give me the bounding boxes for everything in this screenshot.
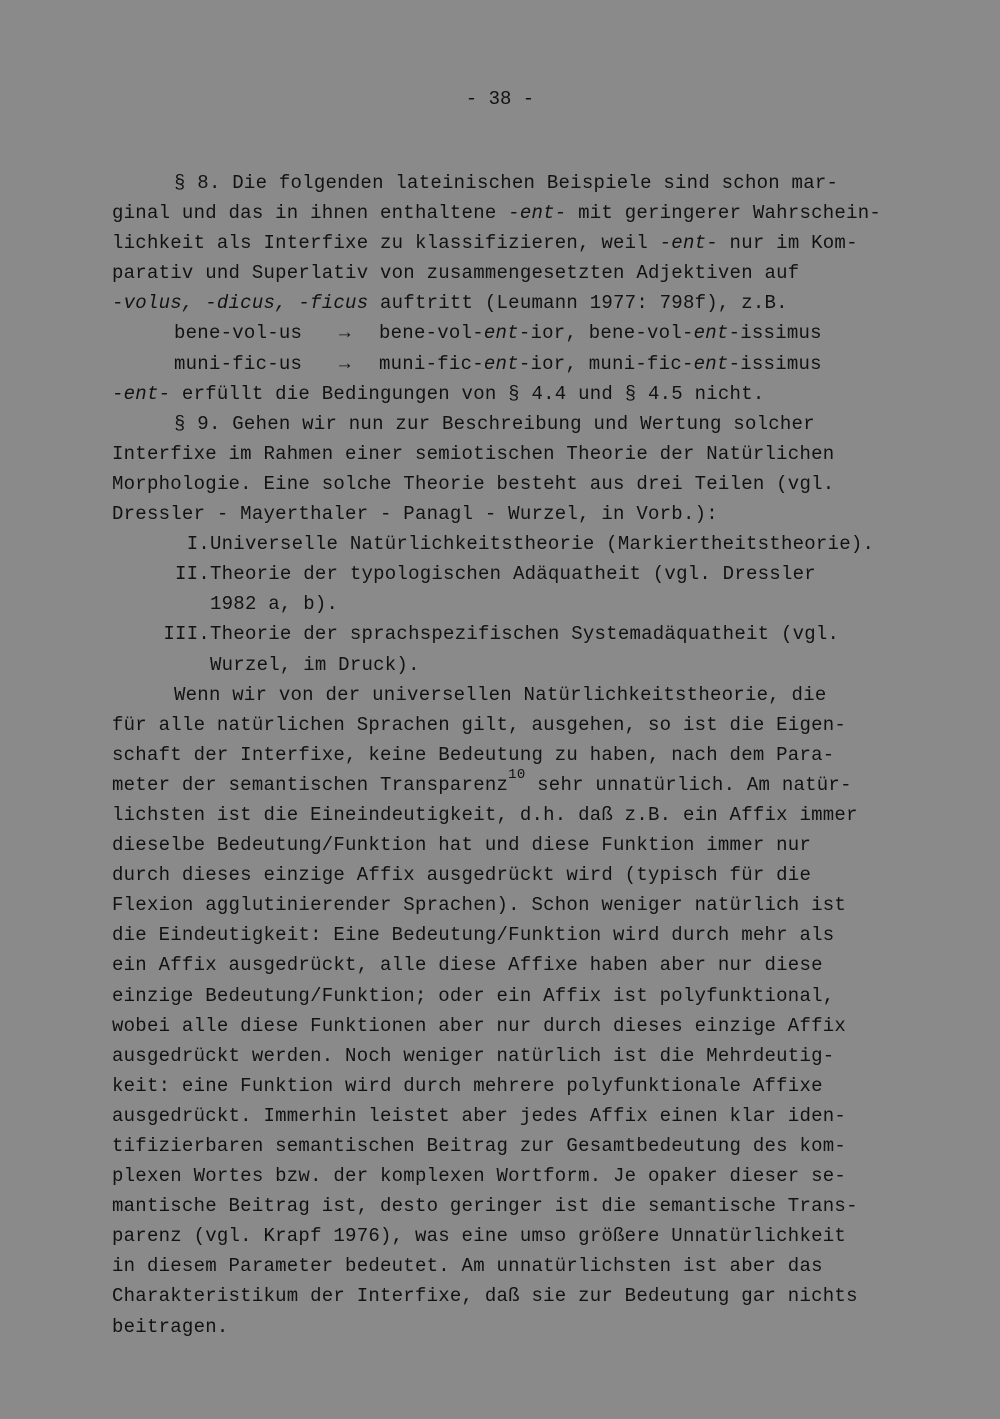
paragraph-line: ausgedrückt. Immerhin leistet aber jedes Affix einen klar iden-	[112, 1104, 847, 1127]
theory-item-continuation: Wurzel, im Druck).	[210, 653, 420, 676]
section-8-line: ginal und das in ihnen enthaltene -ent- mit geringerer Wahrschein-	[112, 202, 882, 225]
paragraph-line: Flexion agglutinierender Sprachen). Schon weniger natürlich ist	[112, 894, 847, 917]
example-line: muni-fic-us → muni-fic-ent-ior, muni-fic-ent-issimus	[112, 349, 912, 379]
section-9-line: Morphologie. Eine solche Theorie besteht aus drei Teilen (vgl.	[112, 472, 835, 495]
paragraph-line: lichsten ist die Eineindeutigkeit, d.h. daß z.B. ein Affix immer	[112, 803, 858, 826]
paragraph-line: dieselbe Bedeutung/Funktion hat und diese Funktion immer nur	[112, 834, 812, 857]
section-9-line: Dressler - Mayerthaler - Panagl - Wurzel, in Vorb.):	[112, 503, 718, 526]
theory-item: I. Universelle Natürlichkeitstheorie (Markiertheitstheorie).	[186, 533, 875, 556]
paragraph-line: einzige Bedeutung/Funktion; oder ein Affix ist polyfunktional,	[112, 984, 835, 1007]
section-8-line: § 8. Die folgenden lateinischen Beispiele sind schon mar-	[174, 172, 839, 194]
arrow-icon: →	[339, 322, 351, 345]
paragraph-line: ein Affix ausgedrückt, alle diese Affixe haben aber nur diese	[112, 954, 823, 977]
theory-item: II. Theorie der typologischen Adäquatheit (vgl. Dressler	[175, 563, 816, 586]
footnote-marker: 10	[508, 766, 526, 783]
paragraph-line: mantische Beitrag ist, desto geringer ist die semantische Trans-	[112, 1195, 858, 1218]
example-line: bene-vol-us → bene-vol-ent-ior, bene-vol-ent-issimus	[112, 318, 912, 348]
paragraph-line: in diesem Parameter bedeutet. Am unnatürlichsten ist aber das	[112, 1255, 823, 1278]
ent-condition-line: -ent- erfüllt die Bedingungen von § 4.4 und § 4.5 nicht.	[112, 382, 765, 405]
paragraph-line: beitragen.	[112, 1315, 229, 1338]
theory-item: III. Theorie der sprachspezifischen Systemadäquatheit (vgl.	[163, 623, 840, 646]
paragraph-line: parenz (vgl. Krapf 1976), was eine umso größere Unnatürlichkeit	[112, 1225, 847, 1248]
section-8-line: parativ und Superlativ von zusammengesetzten Adjektiven auf	[112, 262, 800, 285]
arrow-icon: →	[339, 352, 351, 375]
paragraph-line: tifizierbaren semantischen Beitrag zur Gesamtbedeutung des kom-	[112, 1135, 847, 1157]
paragraph-line: Wenn wir von der universellen Natürlichkeitstheorie, die	[174, 683, 827, 706]
page-number: - 38 -	[465, 88, 535, 110]
section-8-line: lichkeit als Interfixe zu klassifizieren, weil -ent- nur im Kom-	[112, 232, 858, 255]
paragraph-line: ausgedrückt werden. Noch weniger natürlich ist die Mehrdeutig-	[112, 1044, 835, 1067]
paragraph-line: wobei alle diese Funktionen aber nur durch dieses einzige Affix	[112, 1014, 847, 1037]
page-body	[112, 168, 912, 1342]
paragraph-line: meter der semantischen Transparenz$^{10}$ sehr unnatürlich. Am natür-	[112, 766, 852, 796]
section-9-line: § 9. Gehen wir nun zur Beschreibung und Wertung solcher	[174, 412, 815, 435]
paragraph-line: Charakteristikum der Interfixe, daß sie zur Bedeutung gar nichts	[112, 1285, 858, 1308]
paragraph-line: keit: eine Funktion wird durch mehrere polyfunktionale Affixe	[112, 1074, 823, 1097]
paragraph-line: plexen Wortes bzw. der komplexen Wortform. Je opaker dieser se-	[112, 1165, 847, 1188]
paragraph-line: schaft der Interfixe, keine Bedeutung zu haben, nach dem Para-	[112, 743, 835, 766]
paragraph-line: die Eindeutigkeit: Eine Bedeutung/Funktion wird durch mehr als	[112, 924, 835, 947]
theory-item-continuation: 1982 a, b).	[210, 593, 339, 616]
section-9-line: Interfixe im Rahmen einer semiotischen Theorie der Natürlichen	[112, 442, 835, 465]
paragraph-line: durch dieses einzige Affix ausgedrückt wird (typisch für die	[112, 864, 812, 887]
section-8-line: -volus, -dicus, -ficus auftritt (Leumann 1977: 798f), z.B.	[112, 292, 788, 315]
paragraph-line: für alle natürlichen Sprachen gilt, ausgehen, so ist die Eigen-	[112, 713, 847, 736]
